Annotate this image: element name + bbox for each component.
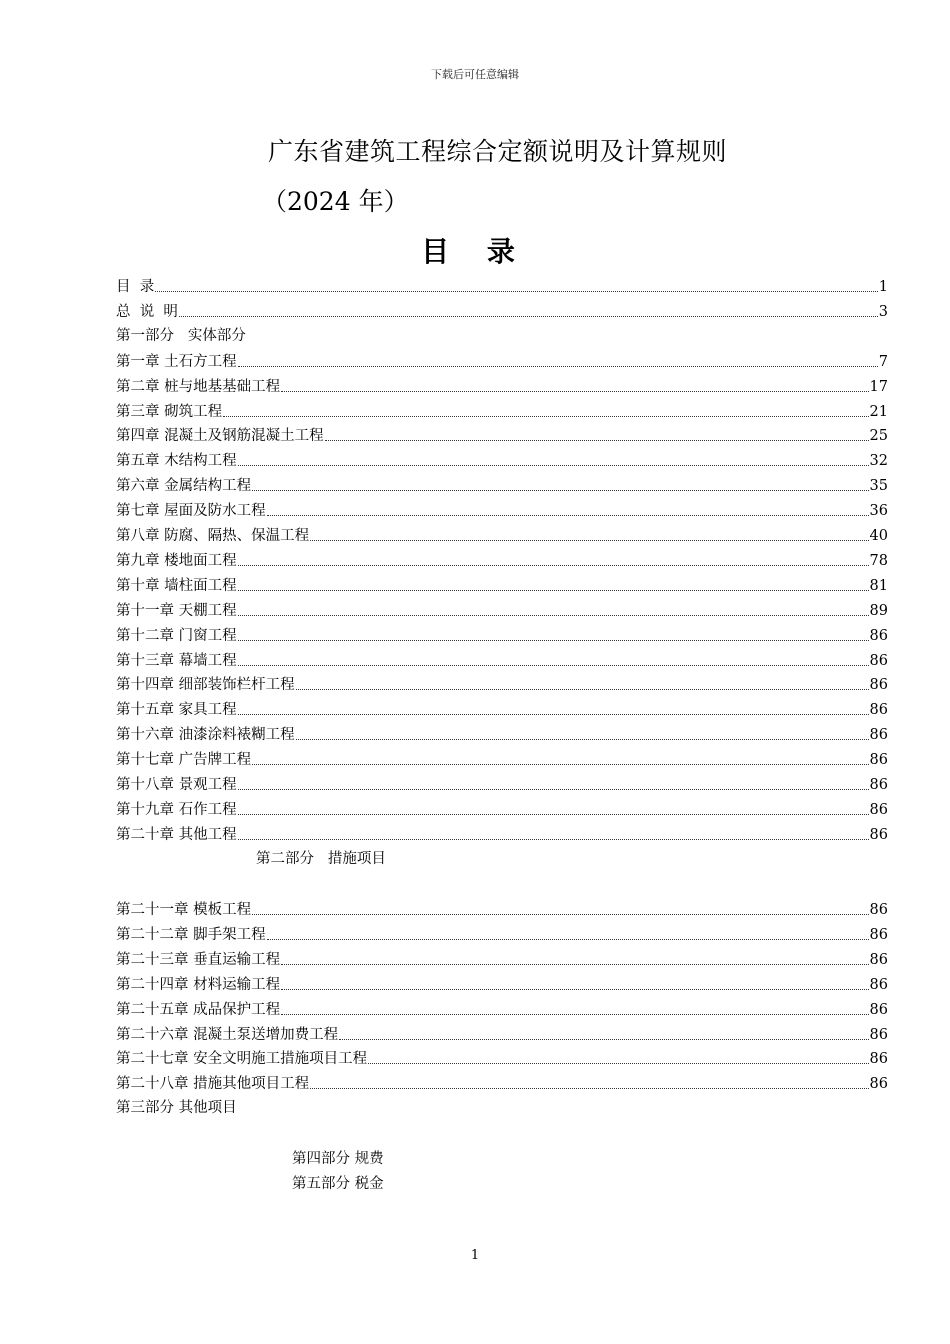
dot-leader (281, 963, 868, 965)
dot-leader (252, 489, 868, 491)
dot-leader (296, 688, 869, 690)
toc-entry-label: 第八章 防腐、隔热、保温工程 (116, 528, 310, 544)
toc-entry[interactable] (116, 797, 888, 819)
dot-leader (238, 813, 869, 815)
toc-entry-page: 86 (869, 902, 888, 918)
toc-entry-page: 81 (869, 577, 888, 594)
toc-entry-label: 第十六章 油漆涂料裱糊工程 (116, 727, 295, 744)
toc-entry-label: 第五章 木结构工程 (116, 453, 237, 470)
part2-heading: 第二部分 措施项目 (256, 850, 386, 867)
dot-leader (267, 514, 869, 516)
toc-entry-page: 32 (869, 453, 888, 470)
toc-entry-page: 40 (869, 528, 888, 544)
toc-heading: 目 录 (421, 235, 529, 268)
dot-leader (238, 464, 869, 466)
toc-entry-label: 第二十四章 材料运输工程 (116, 976, 281, 993)
toc-entry[interactable] (116, 1046, 888, 1068)
toc-entry[interactable] (116, 274, 888, 296)
dot-leader (267, 938, 869, 940)
part3-heading: 第三部分 其他项目 (116, 1100, 237, 1117)
toc-entry[interactable] (116, 697, 888, 719)
toc-entry[interactable] (116, 423, 888, 445)
toc-entry-label: 第二十一章 模板工程 (116, 902, 252, 918)
toc-entry-page: 1 (878, 279, 888, 295)
toc-entry-label: 第十二章 门窗工程 (116, 627, 237, 644)
toc-entry-page: 86 (869, 1001, 888, 1018)
toc-entry-label: 第四章 混凝土及钢筋混凝土工程 (116, 428, 324, 445)
toc-entry-page: 86 (869, 627, 888, 644)
toc-entry-page: 35 (869, 478, 888, 495)
dot-leader (252, 763, 868, 765)
toc-entry-label: 第三章 砌筑工程 (116, 403, 223, 420)
toc-entry[interactable] (116, 1071, 888, 1093)
toc-entry-label: 总 说 明 (116, 303, 178, 320)
dot-leader (281, 988, 868, 990)
toc-entry-page: 86 (869, 1076, 888, 1093)
dot-leader (238, 838, 869, 840)
toc-entry[interactable] (116, 747, 888, 769)
dot-leader (339, 1038, 868, 1040)
part1-heading: 第一部分 实体部分 (116, 327, 246, 344)
toc-entry[interactable] (116, 548, 888, 570)
toc-entry-label: 第一章 土石方工程 (116, 353, 237, 370)
toc-entry-page: 17 (869, 378, 888, 395)
toc-entry-label: 第十九章 石作工程 (116, 801, 237, 818)
toc-entry-label: 第二章 桩与地基基础工程 (116, 378, 281, 395)
toc-entry-label: 第七章 屋面及防水工程 (116, 503, 266, 520)
toc-entry-label: 第二十章 其他工程 (116, 826, 237, 843)
dot-leader (252, 913, 868, 915)
dot-leader (238, 365, 878, 367)
toc-entry-page: 7 (878, 353, 888, 370)
dot-leader (281, 1013, 868, 1015)
toc-entry[interactable] (116, 573, 888, 595)
toc-entry-page: 86 (869, 752, 888, 769)
toc-entry[interactable] (116, 922, 888, 944)
dot-leader (238, 639, 869, 641)
dot-leader (223, 415, 868, 417)
toc-entry[interactable] (116, 473, 888, 495)
toc-entry-page: 21 (869, 403, 888, 420)
toc-entry[interactable] (116, 498, 888, 520)
dot-leader (179, 315, 878, 317)
dot-leader (238, 788, 869, 790)
dot-leader (238, 614, 869, 616)
toc-entry-label: 第二十二章 脚手架工程 (116, 926, 266, 943)
toc-entry-page: 86 (869, 1026, 888, 1043)
toc-entry-label: 第十三章 幕墙工程 (116, 652, 237, 669)
toc-entry[interactable] (116, 772, 888, 794)
page-number: 1 (470, 1248, 480, 1263)
toc-entry-page: 86 (869, 926, 888, 943)
toc-entry[interactable] (116, 623, 888, 645)
toc-entry[interactable] (116, 374, 888, 396)
toc-entry[interactable] (116, 897, 888, 919)
toc-entry-page: 86 (869, 801, 888, 818)
toc-entry-page: 89 (869, 602, 888, 619)
toc-entry-page: 78 (869, 552, 888, 569)
dot-leader (310, 1087, 868, 1089)
toc-entry-page: 86 (869, 826, 888, 843)
document-year: （2024 年） (262, 187, 409, 216)
toc-entry-page: 25 (869, 428, 888, 445)
toc-entry-page: 86 (869, 677, 888, 694)
toc-entry-page: 86 (869, 727, 888, 744)
dot-leader (238, 589, 869, 591)
toc-entry-page: 86 (869, 702, 888, 719)
toc-entry-page: 86 (869, 951, 888, 968)
dot-leader (238, 713, 869, 715)
toc-entry-page: 86 (869, 652, 888, 669)
dot-leader (325, 439, 869, 441)
dot-leader (238, 664, 869, 666)
toc-entry-label: 第十七章 广告牌工程 (116, 752, 252, 769)
toc-entry[interactable] (116, 947, 888, 969)
toc-entry[interactable] (116, 349, 888, 371)
dot-leader (281, 390, 868, 392)
toc-entry[interactable] (116, 997, 888, 1019)
toc-entry-page: 86 (869, 1051, 888, 1068)
header-note: 下载后可任意编辑 (431, 68, 519, 81)
part4-heading: 第四部分 规费 (292, 1151, 384, 1167)
dot-leader (296, 738, 869, 740)
toc-entry-label: 第十八章 景观工程 (116, 777, 237, 793)
toc-entry-label: 第十一章 天棚工程 (116, 602, 237, 619)
toc-entry-label: 第十四章 细部装饰栏杆工程 (116, 677, 295, 694)
toc-entry-label: 第二十八章 措施其他项目工程 (116, 1076, 310, 1093)
toc-entry[interactable] (116, 1022, 888, 1044)
dot-leader (310, 539, 868, 541)
toc-entry[interactable] (116, 523, 888, 545)
toc-entry[interactable] (116, 399, 888, 421)
toc-entry-label: 第十章 墙柱面工程 (116, 577, 237, 594)
toc-entry[interactable] (116, 822, 888, 844)
toc-entry-label: 第九章 楼地面工程 (116, 552, 237, 569)
dot-leader (155, 290, 878, 292)
toc-entry[interactable] (116, 299, 888, 321)
document-title: 广东省建筑工程综合定额说明及计算规则 (268, 137, 728, 166)
toc-entry-label: 第二十五章 成品保护工程 (116, 1001, 281, 1018)
toc-entry[interactable] (116, 972, 888, 994)
part5-heading: 第五部分 税金 (292, 1176, 384, 1192)
toc-entry[interactable] (116, 648, 888, 670)
toc-entry-label: 目 录 (116, 279, 155, 295)
toc-entry-page: 86 (869, 777, 888, 793)
toc-entry[interactable] (116, 672, 888, 694)
toc-entry-label: 第六章 金属结构工程 (116, 478, 252, 495)
toc-entry[interactable] (116, 448, 888, 470)
toc-entry-label: 第二十三章 垂直运输工程 (116, 951, 281, 968)
dot-leader (368, 1062, 868, 1064)
toc-entry[interactable] (116, 722, 888, 744)
toc-entry-label: 第二十六章 混凝土泵送增加费工程 (116, 1026, 339, 1043)
toc-entry-page: 3 (878, 303, 888, 320)
toc-entry-page: 86 (869, 976, 888, 993)
dot-leader (238, 564, 869, 566)
toc-entry-label: 第二十七章 安全文明施工措施项目工程 (116, 1051, 368, 1068)
toc-entry-label: 第十五章 家具工程 (116, 702, 237, 719)
toc-entry-page: 36 (869, 503, 888, 520)
toc-entry[interactable] (116, 598, 888, 620)
